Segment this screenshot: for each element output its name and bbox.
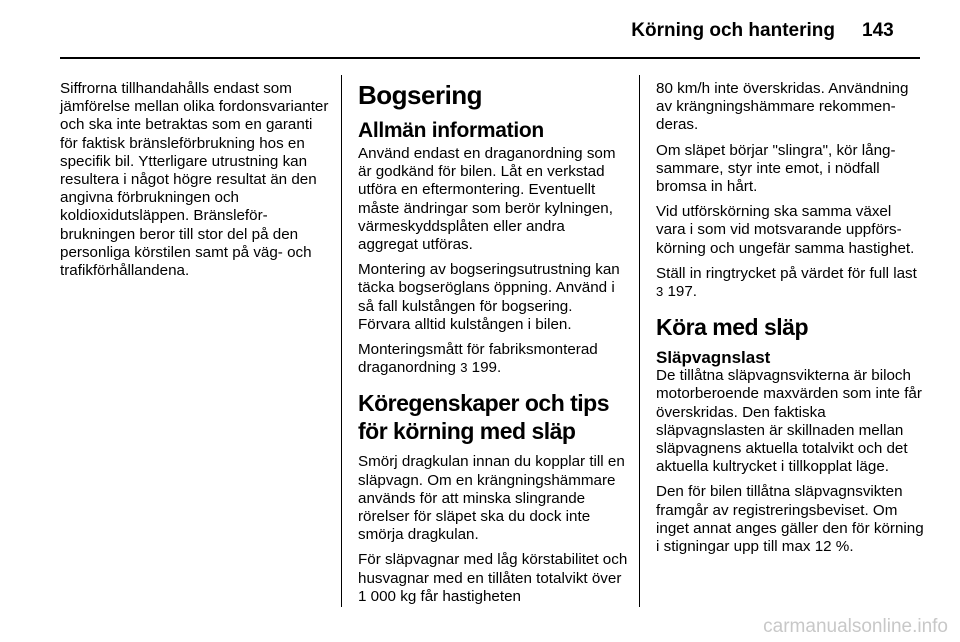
page-reference-icon: 3 bbox=[460, 360, 468, 376]
section-title: Köra med släp bbox=[656, 314, 808, 341]
reference-text: Ställ in ringtrycket på värdet för full last bbox=[656, 264, 917, 282]
section-title: Köregenskaper och tips för körning med släp bbox=[358, 390, 610, 445]
page-reference-link[interactable]: 197. bbox=[667, 283, 698, 301]
watermark: carmanualsonline.info bbox=[763, 616, 948, 637]
column-divider-1 bbox=[341, 75, 342, 607]
paragraph: Om släpet börjar "slingra", kör långsammare, styr inte emot, i nödfall bromsa in hårt. bbox=[656, 141, 896, 196]
paragraph: Vid utförskörning ska samma växel vara i som vid motsvarande uppförskörning och ungefär samma hastighet. bbox=[656, 203, 915, 257]
header-rule bbox=[60, 57, 920, 59]
paragraph: Siffrorna tillhandahålls endast som jämförelse mellan olika fordonsvarianter och ska inte betraktas som en garanti för faktisk bränsleförbrukning hos en specifik bil. Ytterligare utrustning kan resultera i något högre resultat än den angivna förbrukningen och koldioxidutsläppen. Bränsleförbrukningen beror till stor del på den personliga körstilen samt på väg- och trafikförhållandena. bbox=[60, 80, 329, 280]
page-reference-icon: 3 bbox=[656, 284, 664, 300]
subsection-title: Allmän information bbox=[358, 119, 544, 142]
reference-text: Monteringsmått för fabriksmonterad draganordning bbox=[358, 341, 598, 377]
page-reference-link[interactable]: 199. bbox=[471, 359, 502, 377]
page-number: 143 bbox=[862, 20, 894, 41]
column-1 bbox=[60, 80, 330, 287]
column-2 bbox=[358, 80, 628, 613]
running-header: Körning och hantering bbox=[631, 20, 835, 41]
paragraph-with-reference bbox=[656, 265, 924, 301]
paragraph: Smörj dragkulan innan du kopplar till en släpvagn. Om en krängningshämmare används för att minska slingrande rörelser för släpet ska du dock inte smörja dragkulan. bbox=[358, 453, 625, 544]
paragraph: Använd endast en draganordning som är godkänd för bilen. Låt en verkstad utföra en eftermontering. Eventuellt måste ändringar som berör kylningen, värmeskyddsplåten eller andra aggregat utföras. bbox=[358, 145, 616, 254]
section-title: Bogsering bbox=[358, 80, 483, 110]
subsection-title: Släpvagnslast bbox=[656, 348, 771, 368]
paragraph: 80 km/h inte överskridas. Användning av krängningshämmare rekommenderas. bbox=[656, 80, 909, 134]
paragraph-with-reference bbox=[358, 341, 628, 377]
paragraph: För släpvagnar med låg körstabilitet och husvagnar med en tillåten totalvikt över 1 000 kg får hastigheten bbox=[358, 551, 628, 605]
paragraph: De tillåtna släpvagnsvikterna är biloch motorberoende maxvärden som inte får överskridas. Den faktiska släpvagnslasten är skillnaden mellan släpvagnens aktuella totalvikt och det aktuella kultrycket i tillkopplat läge. bbox=[656, 367, 922, 476]
paragraph: Den för bilen tillåtna släpvagnsvikten framgår av registreringsbeviset. Om inget annat anges gäller den för körning i stigningar upp till max 12 %. bbox=[656, 483, 924, 556]
paragraph: Montering av bogseringsutrustning kan täcka bogseröglans öppning. Använd i så fall kulstången för bogsering. Förvara alltid kulstången i bilen. bbox=[358, 261, 620, 333]
column-3 bbox=[656, 80, 924, 563]
column-divider-2 bbox=[639, 75, 640, 607]
